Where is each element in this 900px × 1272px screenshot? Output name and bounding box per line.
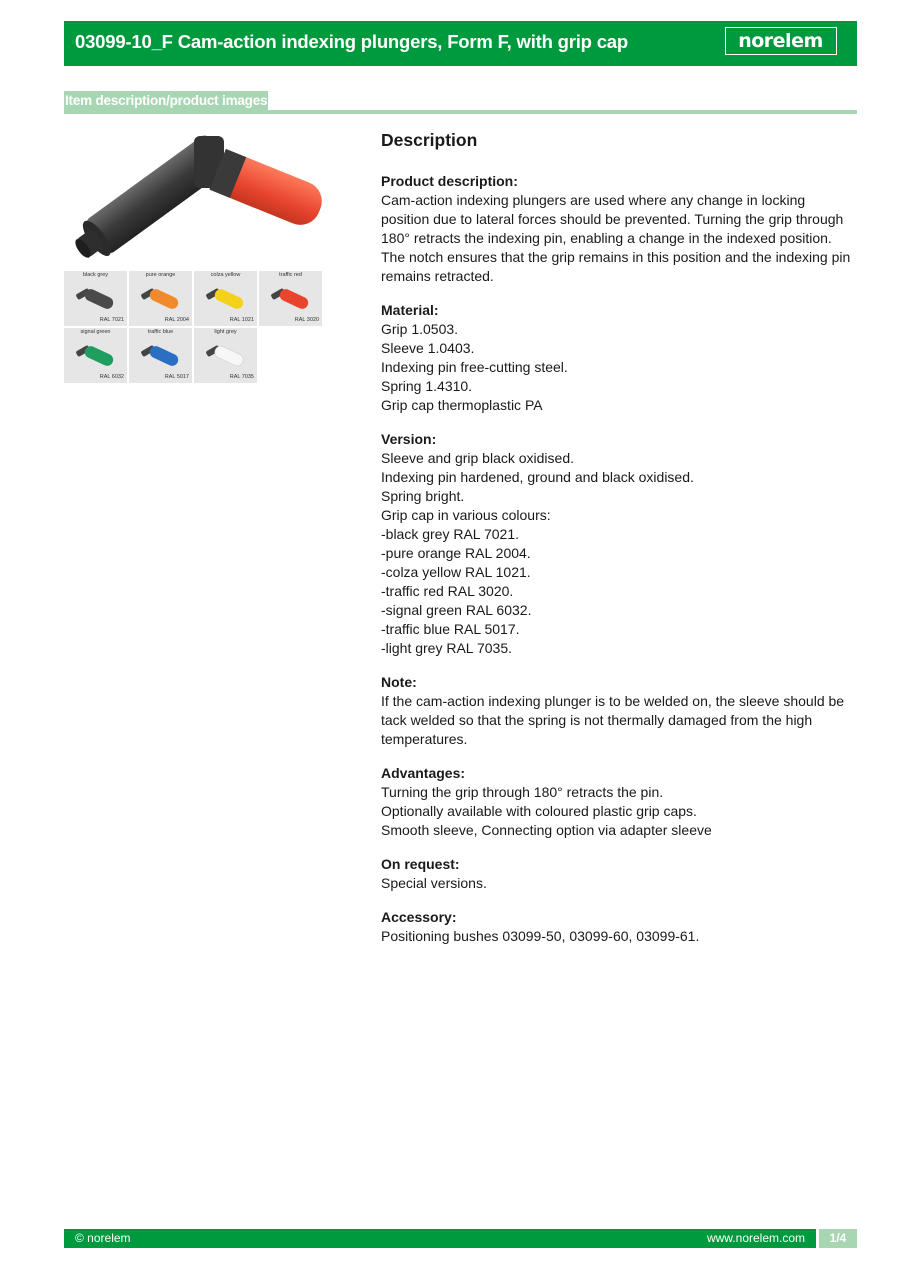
swatch-colza-yellow [194, 271, 257, 326]
block-title: On request: [381, 856, 460, 872]
swatch-ral: RAL 7021 [99, 317, 124, 323]
swatch-name: colza yellow [210, 272, 241, 278]
accessory-block [381, 908, 851, 946]
product-description-block [381, 172, 851, 286]
description-column [381, 128, 851, 961]
section-label: Item description/product images [65, 93, 268, 108]
block-line: -black grey RAL 7021. [381, 526, 519, 542]
block-line: Spring 1.4310. [381, 378, 473, 394]
swatch-ral: RAL 1021 [229, 317, 254, 323]
block-title: Note: [381, 674, 417, 690]
block-line: Grip 1.0503. [381, 321, 459, 337]
norelem-logo [725, 27, 837, 55]
swatch-name: black grey [82, 272, 109, 278]
section-divider [64, 110, 857, 114]
block-title: Version: [381, 431, 437, 447]
block-line: Smooth sleeve, Connecting option via adapter sleeve [381, 822, 712, 838]
swatch-ral: RAL 3020 [294, 317, 319, 323]
block-line: -colza yellow RAL 1021. [381, 564, 531, 580]
footer-copyright: © norelem [75, 1231, 131, 1245]
logo-text: norelem [738, 30, 823, 52]
page-number: 1/4 [819, 1229, 857, 1248]
swatch-traffic-red [259, 271, 322, 326]
block-line: -traffic red RAL 3020. [381, 583, 514, 599]
block-line: Cam-action indexing plungers are used where any change in locking position due to lateral forces should be prevented. Turning the grip through 180° retracts the indexing pin, enabling a change in the indexed position. The notch ensures that the grip remains in this position and the indexing pin remains retracted. [381, 192, 851, 284]
material-block [381, 301, 851, 415]
block-title: Material: [381, 302, 439, 318]
swatch-traffic-blue [129, 328, 192, 383]
block-title: Advantages: [381, 765, 466, 781]
swatch-pure-orange [129, 271, 192, 326]
block-line: Optionally available with coloured plastic grip caps. [381, 803, 697, 819]
swatch-name: traffic red [279, 272, 302, 278]
advantages-block [381, 764, 851, 840]
block-line: -traffic blue RAL 5017. [381, 621, 520, 637]
block-line: Turning the grip through 180° retracts the pin. [381, 784, 664, 800]
block-line: Special versions. [381, 875, 487, 891]
color-variants-grid [64, 271, 322, 384]
description-heading: Description [381, 130, 478, 150]
swatch-name: signal green [80, 329, 111, 335]
version-block [381, 430, 851, 658]
footer-bar [64, 1229, 816, 1248]
header-bar [64, 21, 857, 66]
block-line: Sleeve and grip black oxidised. [381, 450, 575, 466]
note-block [381, 673, 851, 749]
product-image [64, 128, 322, 268]
block-line: If the cam-action indexing plunger is to be welded on, the sleeve should be tack welded so that the spring is not thermally damaged from the high temperatures. [381, 693, 845, 747]
block-line: Positioning bushes 03099-50, 03099-60, 03099-61. [381, 928, 700, 944]
swatch-ral: RAL 6032 [99, 374, 124, 380]
swatch-name: pure orange [145, 272, 176, 278]
page-title: 03099-10_F Cam-action indexing plungers, Form F, with grip cap [75, 31, 628, 52]
swatch-ral: RAL 7035 [229, 374, 254, 380]
footer-website-link[interactable]: www.norelem.com [706, 1231, 805, 1245]
swatch-ral: RAL 2004 [164, 317, 189, 323]
block-line: -signal green RAL 6032. [381, 602, 532, 618]
block-line: -light grey RAL 7035. [381, 640, 512, 656]
block-line: Sleeve 1.0403. [381, 340, 475, 356]
block-line: Grip cap thermoplastic PA [381, 397, 543, 413]
swatch-name: light grey [214, 329, 237, 335]
block-title: Product description: [381, 173, 518, 189]
block-line: Grip cap in various colours: [381, 507, 551, 523]
swatch-name: traffic blue [147, 329, 174, 335]
swatch-light-grey [194, 328, 257, 383]
swatch-ral: RAL 5017 [164, 374, 189, 380]
swatch-black-grey [64, 271, 127, 326]
block-line: Indexing pin free-cutting steel. [381, 359, 568, 375]
block-title: Accessory: [381, 909, 457, 925]
on-request-block [381, 855, 851, 893]
block-line: -pure orange RAL 2004. [381, 545, 531, 561]
block-line: Indexing pin hardened, ground and black oxidised. [381, 469, 694, 485]
block-line: Spring bright. [381, 488, 465, 504]
swatch-signal-green [64, 328, 127, 383]
